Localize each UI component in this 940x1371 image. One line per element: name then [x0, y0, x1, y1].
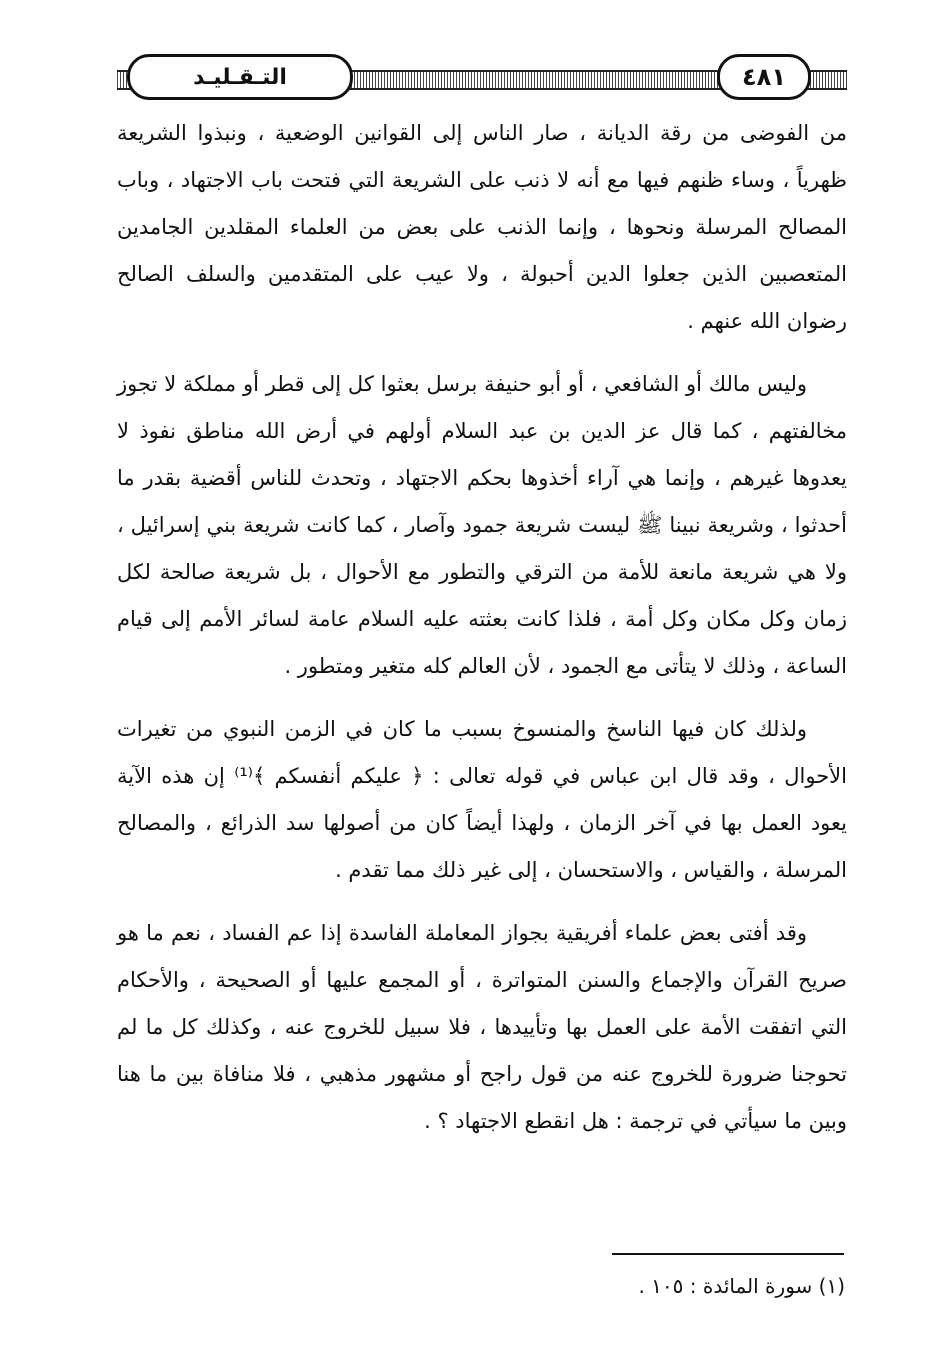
running-header: [117, 52, 847, 102]
page-number: ٤٨١: [717, 54, 811, 100]
footnote-divider: [612, 1253, 844, 1255]
paragraph-2: وليس مالك أو الشافعي ، أو أبو حنيفة برسل بعثوا كل إلى قطر أو مملكة لا تجوز مخالفتهم ، كما قال عز الدين بن عبد السلام أولهم في أرض الله مناطق نفوذ لا يعدوها غيرهم ، وإنما هي آراء أخذوها بحكم الاجتهاد ، وتحدث للناس أقضية بقدر ما أحدثوا ، وشريعة نبينا ﷺ ليست شريعة جمود وآصار ، كما كانت شريعة بني إسرائيل ، ولا هي شريعة مانعة للأمة من الترقي والتطور مع الأحوال ، بل شريعة صالحة لكل زمان وكل مكان وكل أمة ، فلذا كانت بعثته عليه السلام عامة لسائر الأمم إلى قيام الساعة ، وذلك لا يتأتى مع الجمود ، لأن العالم كله متغير ومتطور .: [117, 372, 847, 678]
paragraph-3: ولذلك كان فيها الناسخ والمنسوخ بسبب ما كان في الزمن النبوي من تغيرات الأحوال ، وقد قال ابن عباس في قوله تعالى : ﴿ عليكم أنفسكم ﴾⁽¹⁾ إن هذه الآية يعود العمل بها في آخر الزمان ، ولهذا أيضاً كان من أصولها سد الذرائع ، والمصالح المرسلة ، والقياس ، والاستحسان ، إلى غير ذلك مما تقدم .: [117, 717, 847, 882]
footnote: (١) سورة المائدة : ١٠٥ .: [638, 1274, 845, 1298]
paragraph-1: من الفوضى من رقة الديانة ، صار الناس إلى القوانين الوضعية ، ونبذوا الشريعة ظهرياً ، وساء ظنهم فيها مع أنه لا ذنب على الشريعة التي فتحت باب الاجتهاد ، وباب المصالح المرسلة ونحوها ، وإنما الذنب على بعض من العلماء المقلدين الجامدين المتعصبين الذين جعلوا الدين أحبولة ، ولا عيب على المتقدمين والسلف الصالح رضوان الله عنهم .: [117, 121, 847, 333]
paragraph-4: وقد أفتى بعض علماء أفريقية بجواز المعاملة الفاسدة إذا عم الفساد ، نعم ما هو صريح القرآن والإجماع والسنن المتواترة ، أو المجمع عليها أو الصحيحة ، والأحكام التي اتفقت الأمة على العمل بها وتأييدها ، فلا سبيل للخروج عنه ، وكذلك كل ما لم تحوجنا ضرورة للخروج عنه من قول راجح أو مشهور مذهبي ، فلا منافاة بين ما هنا وبين ما سيأتي في ترجمة : هل انقطع الاجتهاد ؟ .: [117, 921, 847, 1133]
chapter-title: التـقـليـد: [127, 54, 353, 100]
main-text: [117, 110, 847, 1161]
